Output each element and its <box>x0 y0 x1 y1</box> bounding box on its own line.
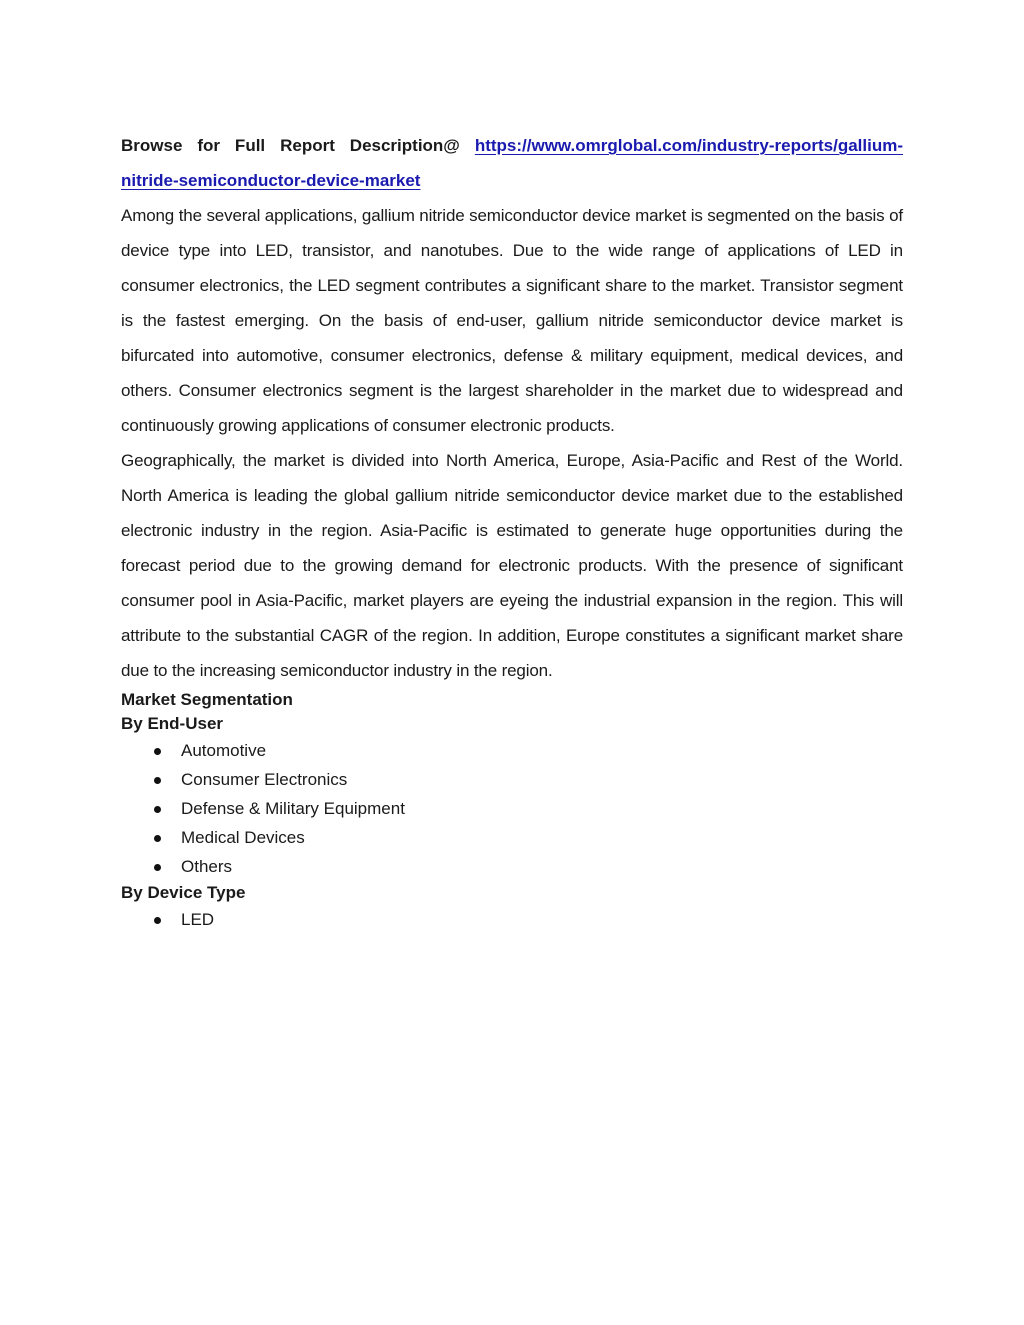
bullet-icon <box>154 835 161 842</box>
bullet-icon <box>154 864 161 871</box>
browse-label: Browse for Full Report Description@ <box>121 136 475 155</box>
browse-report-line <box>121 128 903 198</box>
by-device-type-heading: By Device Type <box>121 883 246 902</box>
market-segmentation-heading: Market Segmentation <box>121 690 293 709</box>
bullet-icon <box>154 917 161 924</box>
list-item-label: Consumer Electronics <box>181 770 348 789</box>
list-item <box>121 794 903 823</box>
by-end-user-heading: By End-User <box>121 714 224 733</box>
paragraph-applications: Among the several applications, gallium nitride semiconductor device market is segmented on the basis of device type into LED, transistor, and nanotubes. Due to the wide range of applications of LED in consumer electronics, the LED segment contributes a significant share to the market. Transistor segment is the fastest emerging. On the basis of end-user, gallium nitride semiconductor device market is bifurcated into automotive, consumer electronics, defense & military equipment, medical devices, and others. Consumer electronics segment is the largest shareholder in the market due to widespread and continuously growing applications of consumer electronic products. <box>121 206 903 435</box>
list-item-label: Medical Devices <box>181 828 305 847</box>
list-item-label: Others <box>181 857 233 876</box>
device-type-list <box>121 905 903 934</box>
document-page <box>121 128 903 934</box>
list-item <box>121 765 903 794</box>
list-item <box>121 736 903 765</box>
list-item-label: LED <box>181 910 215 929</box>
list-item <box>121 852 903 881</box>
report-link[interactable]: https://www.omrglobal.com/industry-reports/gallium-nitride-semiconductor-device-market <box>121 136 903 190</box>
bullet-icon <box>154 748 161 755</box>
bullet-icon <box>154 777 161 784</box>
bullet-icon <box>154 806 161 813</box>
list-item-label: Defense & Military Equipment <box>181 799 405 818</box>
paragraph-geography: Geographically, the market is divided into North America, Europe, Asia-Pacific and Rest of the World. North America is leading the global gallium nitride semiconductor device market due to the established electronic industry in the region. Asia-Pacific is estimated to generate huge opportunities during the forecast period due to the growing demand for electronic products. With the presence of significant consumer pool in Asia-Pacific, market players are eyeing the industrial expansion in the region. This will attribute to the substantial CAGR of the region. In addition, Europe constitutes a significant market share due to the increasing semiconductor industry in the region. <box>121 451 903 680</box>
end-user-list <box>121 736 903 881</box>
list-item <box>121 905 903 934</box>
list-item-label: Automotive <box>181 741 267 760</box>
list-item <box>121 823 903 852</box>
